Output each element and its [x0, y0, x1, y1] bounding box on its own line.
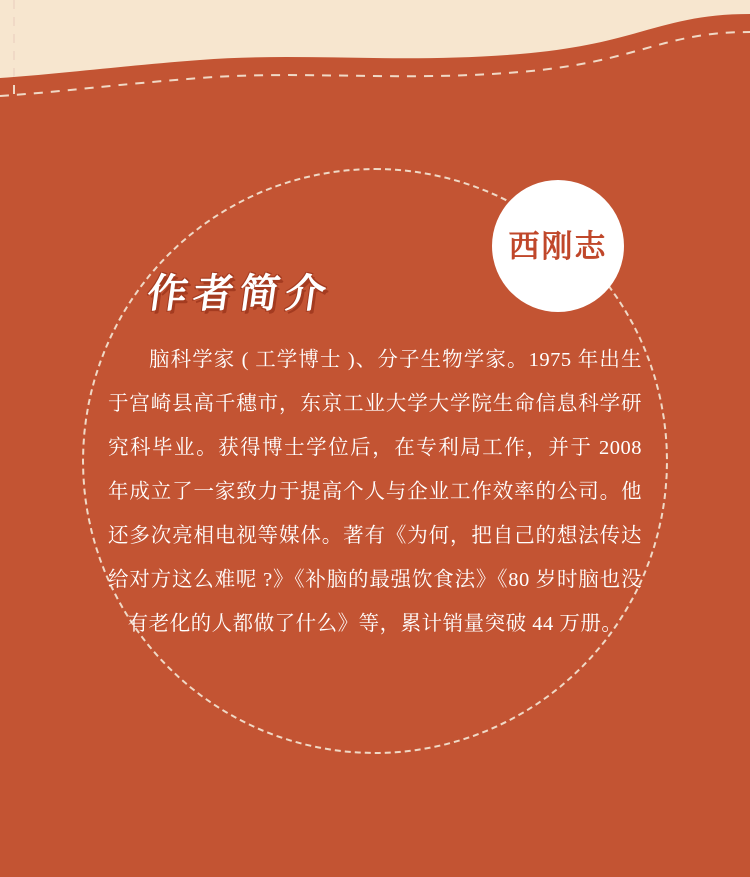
- author-bio-paragraph: 脑科学家 ( 工学博士 )、分子生物学家。1975 年出生于宫崎县高千穗市，东京工业大学大学院生命信息科学研究科毕业。获得博士学位后，在专利局工作，并于 2008 年成立了一家致力于提高个人与企业工作效率的公司。他还多次亮相电视等媒体。著有《为何，把自己的想法传达给对方这么难呢 ?》《补脑的最强饮食法》《80 岁时脑也没有老化的人都做了什么》等，累计销量突破 44 万册。: [108, 349, 642, 635]
- author-bio: [108, 338, 642, 646]
- author-name-badge: [492, 180, 624, 312]
- page-title: 作者简介: [144, 272, 335, 316]
- corner-accent: [724, 851, 750, 877]
- author-name: 西刚志: [508, 228, 608, 264]
- wave-dashed-line: [0, 0, 750, 160]
- top-cream-wave: [0, 0, 750, 120]
